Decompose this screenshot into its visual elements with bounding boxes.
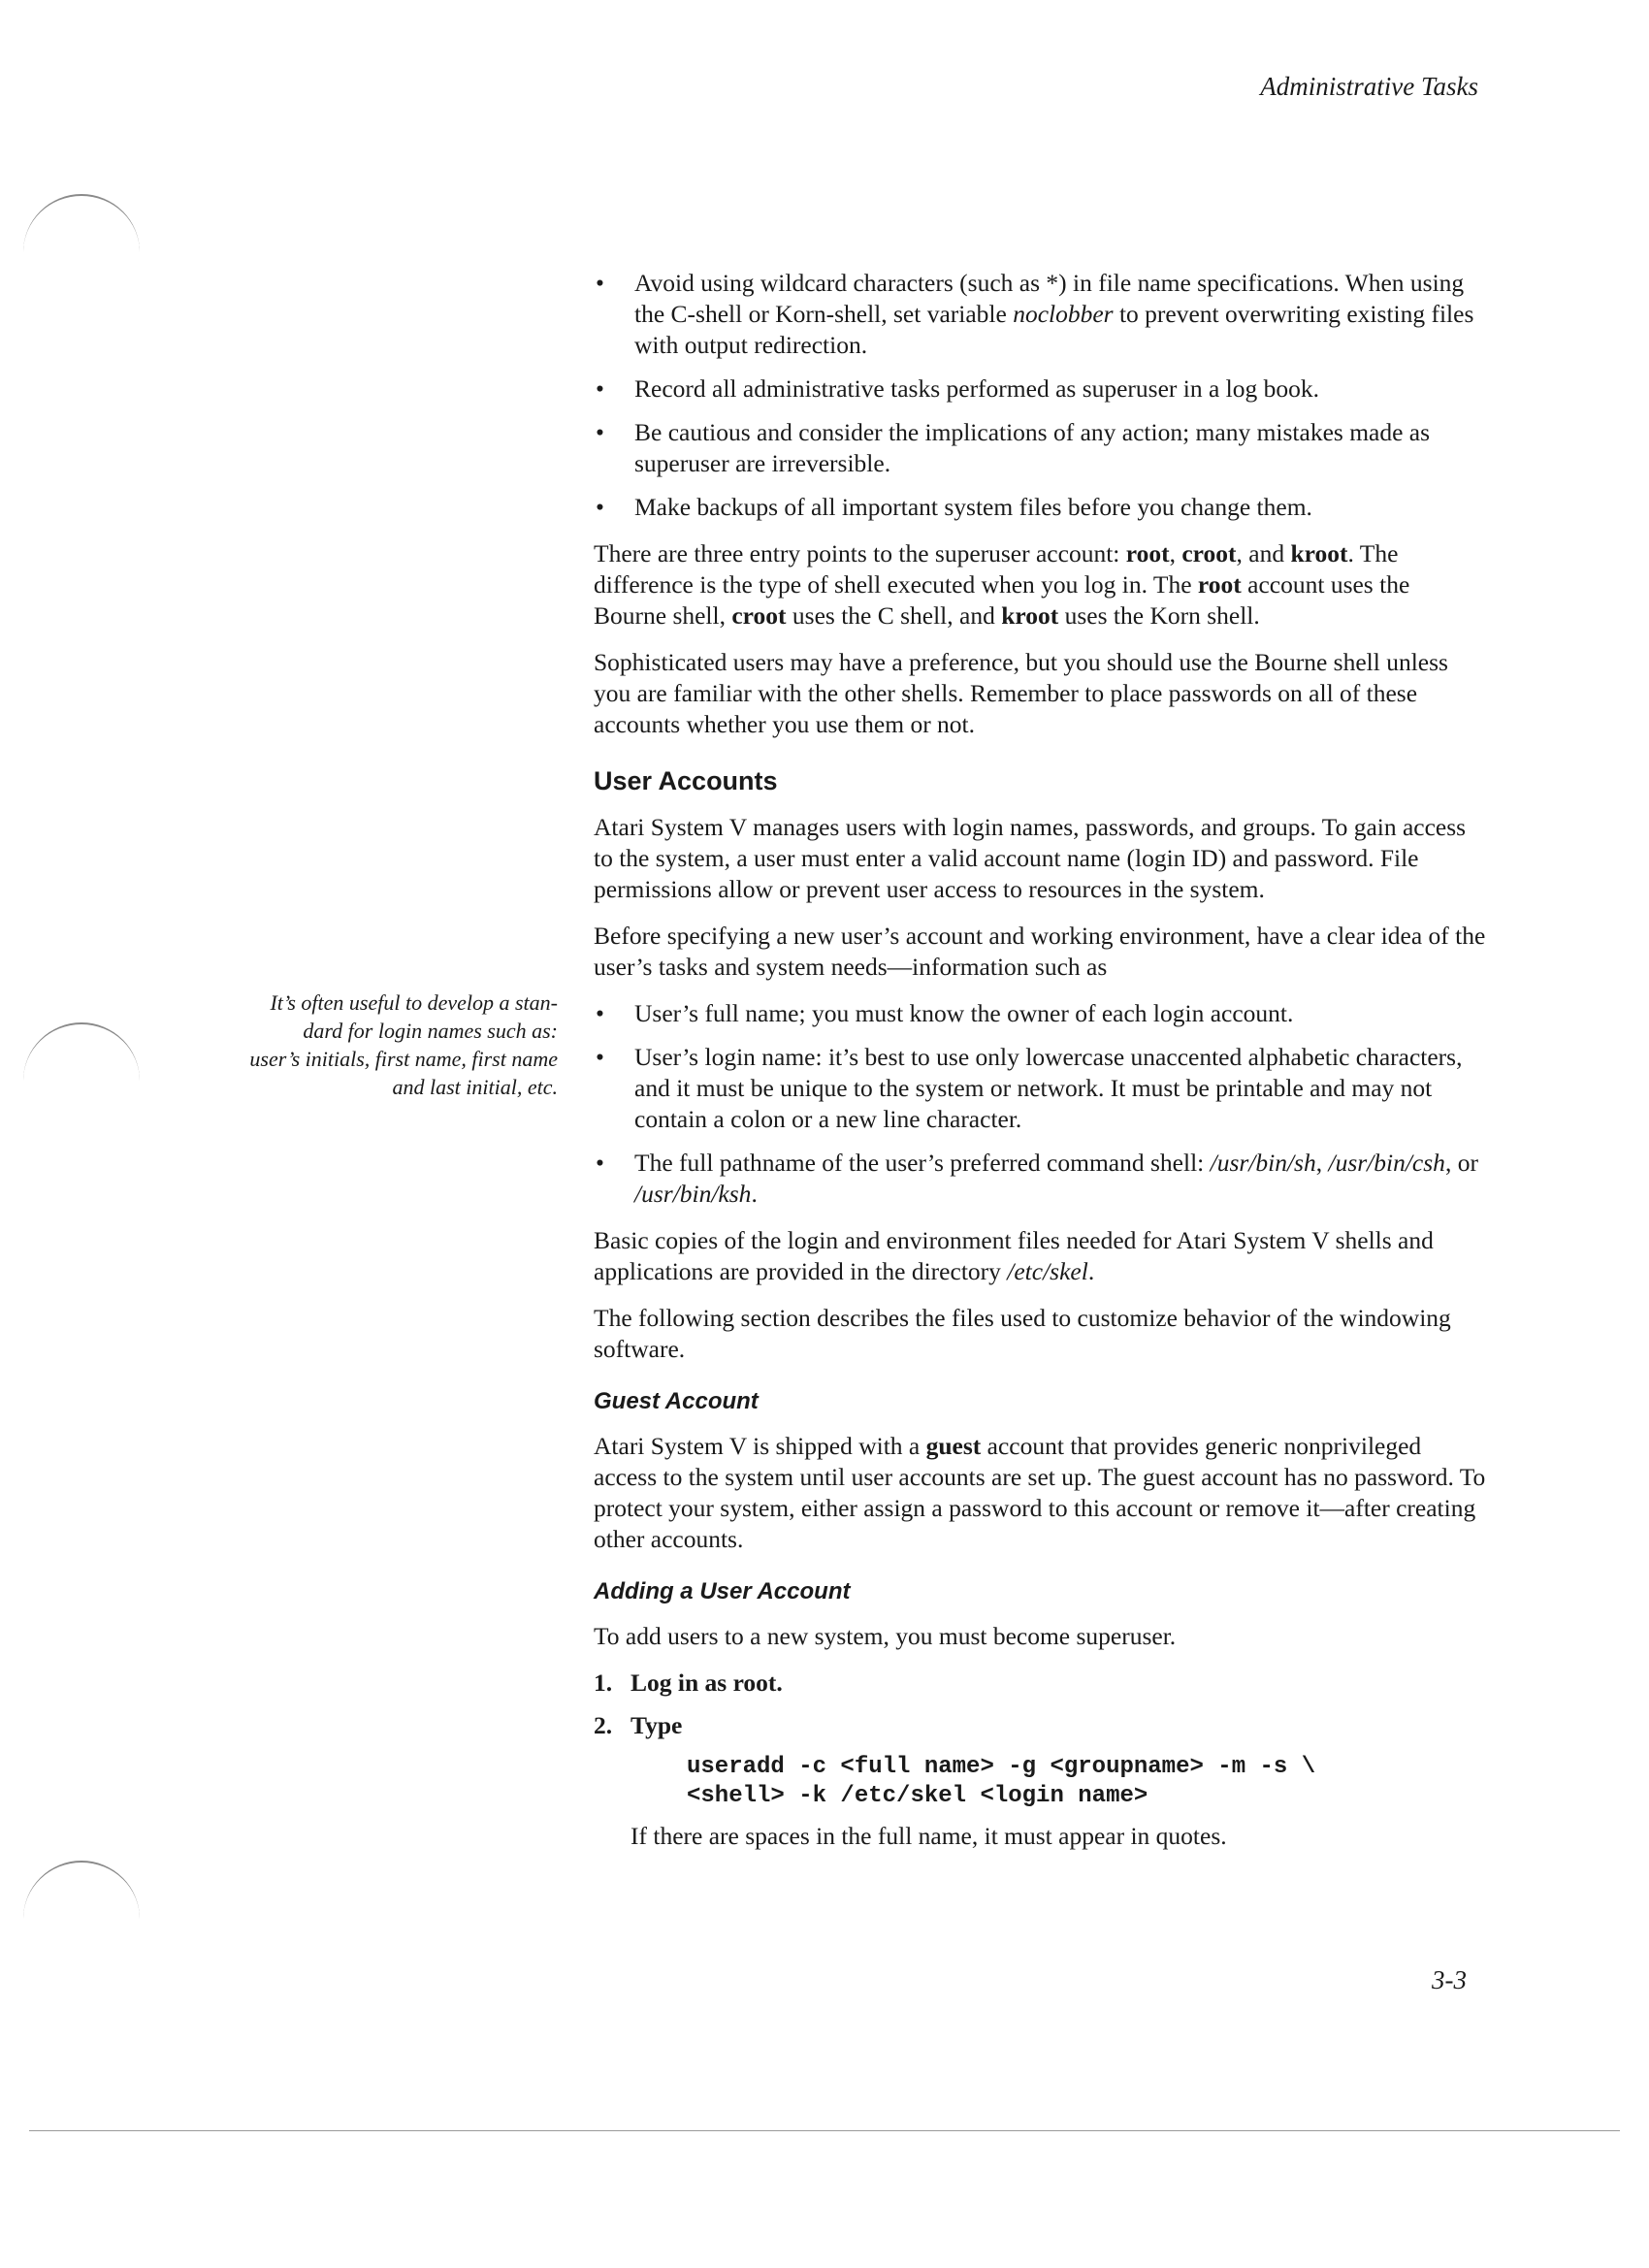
list-item: • Make backups of all important system files before you change them. [596,493,1312,521]
page-number: 3-3 [1432,1965,1467,1994]
punch-hole-mark [23,194,140,254]
paragraph: Basic copies of the login and environment files needed for Atari System V shells and applications are provided in the directory /etc/skel. [594,1226,1434,1285]
bullet-icon: • [596,999,604,1027]
bullet-icon: • [596,269,604,297]
subsection-heading-guest-account: Guest Account [594,1388,759,1414]
bullet-icon: • [596,374,604,403]
running-head: Administrative Tasks [1260,72,1478,101]
list-item: • Be cautious and consider the implications of any action; many mistakes made as superuser are irreversible. [596,418,1431,477]
steps-list [594,1668,1486,1741]
paragraph: Atari System V manages users with login names, passwords, and groups. To gain access to the system, a user must enter a valid account name (login ID) and password. File permissions allow or prevent user access to resources in the system. [594,813,1467,903]
bullet-icon: • [596,1043,604,1071]
bullet-icon: • [596,493,604,521]
paragraph-sophisticated-users: Sophisticated users may have a preference, but you should use the Bourne shell unless you are familiar with the other shells. Remember to place passwords on all of these accounts whether you use them or not. [594,648,1448,738]
subsection-heading-adding-user: Adding a User Account [594,1578,851,1604]
paragraph-entry-points: There are three entry points to the superuser account: root, croot, and kroot. The difference is the type of shell executed when you log in. The root account uses the Bourne shell, croot uses the C shell, and kroot uses the Korn shell. [594,539,1410,630]
paragraph: Atari System V is shipped with a guest account that provides generic nonprivileged access to the system until user accounts are set up. The guest account has no password. To protect your system, either assign a password to this account or remove it—after creating other accounts. [594,1432,1486,1553]
user-info-list [594,998,1486,1210]
precautions-list [594,268,1486,523]
step-item: 1. Log in as root. [594,1669,783,1697]
paragraph: Before specifying a new user’s account and working environment, have a clear idea of the user’s tasks and system needs—information such as [594,922,1486,981]
bullet-icon: • [596,418,604,446]
useradd-command: useradd -c <full name> -g <groupname> -m -s \ <shell> -k /etc/skel <login name> [687,1754,1316,1809]
punch-hole-mark [23,1861,140,1921]
section-heading-user-accounts: User Accounts [594,766,778,795]
list-item: • The full pathname of the user’s preferred command shell: /usr/bin/sh, /usr/bin/csh, or /usr/bin/ksh. [596,1149,1478,1208]
punch-hole-mark [23,1022,140,1083]
bullet-icon: • [596,1149,604,1177]
paragraph: The following section describes the files used to customize behavior of the windowing software. [594,1304,1451,1363]
main-content [594,268,1486,1867]
step-number: 1. [594,1669,613,1697]
footer-rule [29,2130,1620,2131]
margin-note: It’s often useful to develop a stan- dard for login names such as: user’s initials, first name, first name and last initial, etc. [249,990,558,1099]
list-item: • User’s full name; you must know the owner of each login account. [596,999,1294,1027]
paragraph: To add users to a new system, you must become superuser. [594,1622,1177,1650]
paragraph-quotes-note: If there are spaces in the full name, it must appear in quotes. [630,1822,1227,1850]
list-item: • Record all administrative tasks performed as superuser in a log book. [596,374,1320,403]
list-item: • User’s login name: it’s best to use only lowercase unaccented alphabetic characters, and it must be unique to the system or network. It must be printable and may not contain a colon or a new line character. [596,1043,1463,1133]
step-item: 2. Type [594,1711,683,1739]
list-item: • Avoid using wildcard characters (such as *) in file name specifications. When using the C-shell or Korn-shell, set variable noclobber to prevent overwriting existing files with output redirection. [596,269,1474,359]
step-number: 2. [594,1711,613,1739]
